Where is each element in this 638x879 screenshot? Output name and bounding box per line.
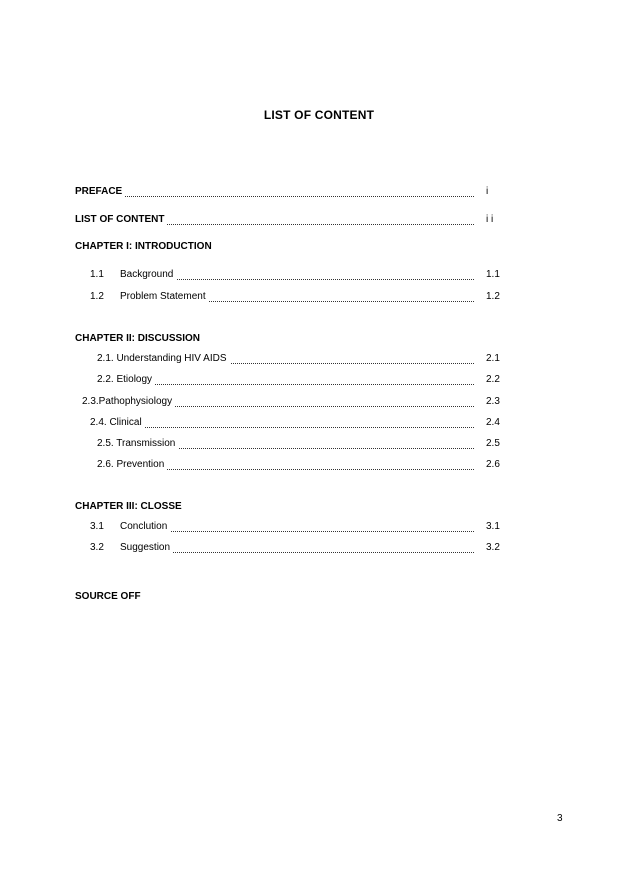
- toc-page-number: 2.5: [486, 438, 500, 449]
- toc-entry: [0, 541, 638, 555]
- dot-leader: [90, 417, 474, 428]
- toc-entry-text: Background: [120, 268, 176, 282]
- toc-entry-text: 2.1. Understanding HIV AIDS: [97, 352, 230, 366]
- chapter-heading: CHAPTER III: CLOSSE: [75, 501, 182, 512]
- toc-page-number: 3.2: [486, 542, 500, 553]
- toc-entry-number: 3.2: [90, 542, 104, 553]
- toc-page-number: 2.6: [486, 459, 500, 470]
- toc-entry-text: Conclution: [120, 520, 170, 534]
- toc-entry-text: PREFACE: [75, 185, 125, 199]
- dot-leader: [75, 186, 474, 197]
- toc-entry: [0, 395, 638, 409]
- page-title: LIST OF CONTENT: [263, 108, 375, 122]
- toc-entry-preface: [0, 185, 638, 199]
- chapter-heading: CHAPTER I: INTRODUCTION: [75, 241, 212, 252]
- toc-entry: [0, 290, 638, 304]
- chapter-heading: CHAPTER II: DISCUSSION: [75, 333, 201, 344]
- toc-entry: [0, 437, 638, 451]
- toc-page-number: 2.4: [486, 417, 500, 428]
- toc-entry: [0, 458, 638, 472]
- toc-entry-number: 1.2: [90, 291, 104, 302]
- dot-leader: [120, 521, 474, 532]
- toc-entry-text: 2.4. Clinical: [90, 416, 145, 430]
- toc-entry-number: 1.1: [90, 269, 104, 280]
- toc-entry-text: Suggestion: [120, 541, 173, 555]
- toc-page-number: 2.1: [486, 353, 500, 364]
- dot-leader: [120, 542, 474, 553]
- toc-entry-text: 2.5. Transmission: [97, 437, 178, 451]
- toc-entry-text: LIST OF CONTENT: [75, 213, 167, 227]
- toc-page-number: i: [486, 186, 489, 197]
- toc-entry: [0, 416, 638, 430]
- toc-page-number: 2.3: [486, 396, 500, 407]
- toc-page-number: 1.1: [486, 269, 500, 280]
- toc-entry-number: 3.1: [90, 521, 104, 532]
- toc-entry-text: 2.3.Pathophysiology: [82, 395, 175, 409]
- toc-entry: [0, 352, 638, 366]
- toc-entry-list-of-content: [0, 213, 638, 227]
- toc-page-number: i i: [486, 214, 494, 225]
- page-number: 3: [557, 813, 563, 824]
- toc-entry: [0, 268, 638, 282]
- toc-page-number: 1.2: [486, 291, 500, 302]
- toc-entry-text: Problem Statement: [120, 290, 209, 304]
- toc-entry: [0, 373, 638, 387]
- toc-entry-text: 2.6. Prevention: [97, 458, 167, 472]
- toc-page-number: 3.1: [486, 521, 500, 532]
- toc-entry: [0, 520, 638, 534]
- toc-entry-text: 2.2. Etiology: [97, 373, 155, 387]
- source-heading: SOURCE OFF: [75, 591, 141, 602]
- toc-page-number: 2.2: [486, 374, 500, 385]
